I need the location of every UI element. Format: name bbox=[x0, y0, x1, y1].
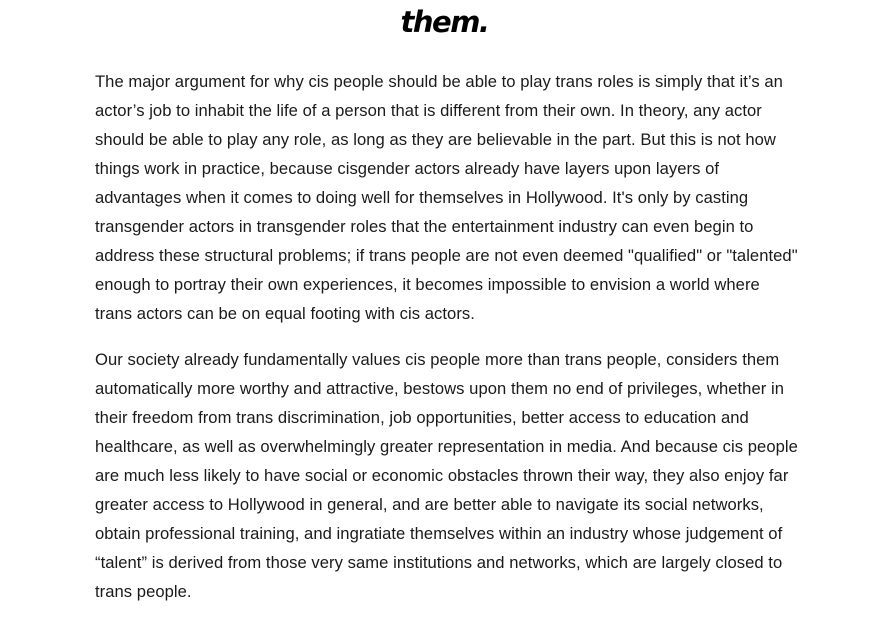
site-logo[interactable]: them. bbox=[400, 5, 489, 39]
article-paragraph: Our society already fundamentally values cis people more than trans people, considers them automatically more worthy and attractive, bestows upon them no end of privileges, whether in their freedom from trans discrimination, job opportunities, better access to education and healthcare, as well as overwhelmingly greater representation in media. And because cis people are much less likely to have social or economic obstacles thrown their way, they also enjoy far greater access to Hollywood in general, and are better able to navigate its social networks, obtain professional training, and ingratiate themselves within an industry whose judgement of “talent” is derived from those very same institutions and networks, which are largely closed to trans people. bbox=[95, 350, 798, 601]
article-paragraph: The major argument for why cis people should be able to play trans roles is simply that it’s an actor’s job to inhabit the life of a person that is different from their own. In theory, any actor should be able to play any role, as long as they are believable in the part. But this is not how things work in practice, because cisgender actors already have layers upon layers of advantages when it comes to doing well for themselves in Hollywood. It's only by casting transgender actors in transgender roles that the entertainment industry can even begin to address these structural problems; if trans people are not even deemed "qualified" or "talented" enough to portray their own experiences, it becomes impossible to envision a world where trans actors can be on equal footing with cis actors. bbox=[95, 72, 798, 323]
article-body bbox=[95, 67, 800, 623]
masthead bbox=[0, 0, 883, 46]
